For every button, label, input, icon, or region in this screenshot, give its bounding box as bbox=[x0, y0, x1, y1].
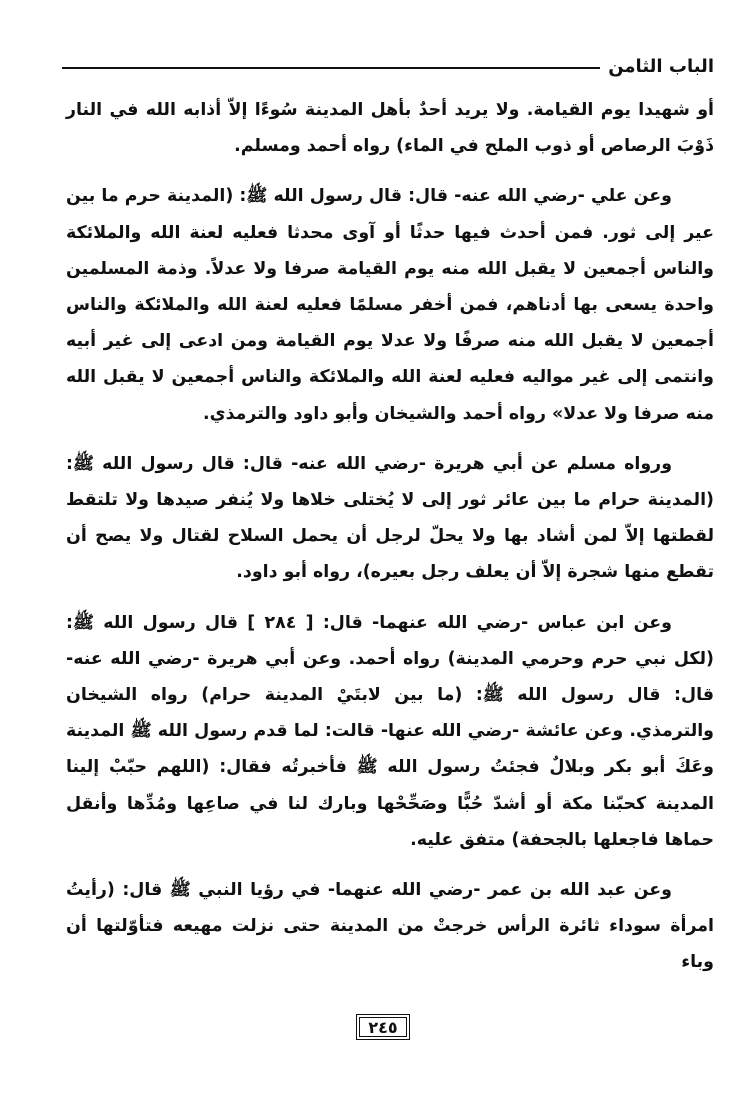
running-header bbox=[62, 48, 714, 84]
paragraph: وعن ابن عباس -رضي الله عنهما- قال: [ ٢٨٤ ] قال رسول الله ﷺ: (لكل نبي حرم وحرمي المدينة) رواه أحمد. وعن أبي هريرة -رضي الله عنه- قال: قال رسول الله ﷺ: (ما بين لابتَيْ المدينة حرام) رواه الشيخان والترمذي. وعن عائشة -رضي الله عنها- قالت: لما قدم رسول الله ﷺ المدينة وعَكَ أبو بكر وبلالٌ فجئتُ رسول الله ﷺ فأخبرتُه فقال: (اللهم حبّبْ إلينا المدينة كحبّنا مكة أو أشدّ حُبًّا وصَحِّحْها وبارك لنا في صاعِها ومُدِّها وأنقل حماها فاجعلها بالجحفة) متفق عليه. bbox=[66, 612, 714, 850]
paragraph: وعن علي -رضي الله عنه- قال: قال رسول الله ﷺ: (المدينة حرم ما بين عير إلى ثور. فمن أحدث فيها حدثًا أو آوى محدثا فعليه لعنة الله والملائكة والناس أجمعين لا يقبل الله منه يوم القيامة صرفا ولا عدلاً. وذمة المسلمين واحدة يسعى بها أدناهم، فمن أخفر مسلمًا فعليه لعنة الله والملائكة والناس أجمعين لا يقبل الله منه صرفًا ولا عدلا يوم القيامة ومن ادعى إلى غير أبيه وانتمى إلى غير مواليه فعليه لعنة الله والملائكة والناس أجمعين لا يقبل الله منه صرفا ولا عدلا» رواه أحمد والشيخان وأبو داود والترمذي. bbox=[66, 186, 714, 424]
page-number: ٢٤٥ bbox=[368, 1018, 398, 1037]
paragraph: وعن عبد الله بن عمر -رضي الله عنهما- في رؤيا النبي ﷺ قال: (رأيتُ امرأة سوداء ثائرة الرأس خرجتْ من المدينة حتى نزلت مهيعه فتأوّلتها أن وباء bbox=[66, 880, 714, 973]
header-rule bbox=[62, 67, 600, 69]
page-body bbox=[66, 92, 714, 995]
page-number-box bbox=[356, 1014, 410, 1040]
paragraph: أو شهيدا يوم القيامة. ولا يريد أحدٌ بأهل المدينة سُوءًا إلاّ أذابه الله في النار ذَوْبَ الرصاص أو ذوب الملح في الماء) رواه أحمد ومسلم. bbox=[66, 100, 714, 157]
chapter-title: الباب الثامن bbox=[608, 55, 714, 77]
paragraph: ورواه مسلم عن أبي هريرة -رضي الله عنه- قال: قال رسول الله ﷺ: (المدينة حرام ما بين عائر ثور إلى لا يُختلى خلاها ولا يُنفر صيدها ولا تلتقط لقطتها إلاّ لمن أشاد بها ولا يحلّ لرجل أن يحمل السلاح لقتال ولا يصح أن تقطع منها شجرة إلاّ أن يعلف رجل بعيره)، رواه أبو داود. bbox=[66, 453, 714, 583]
